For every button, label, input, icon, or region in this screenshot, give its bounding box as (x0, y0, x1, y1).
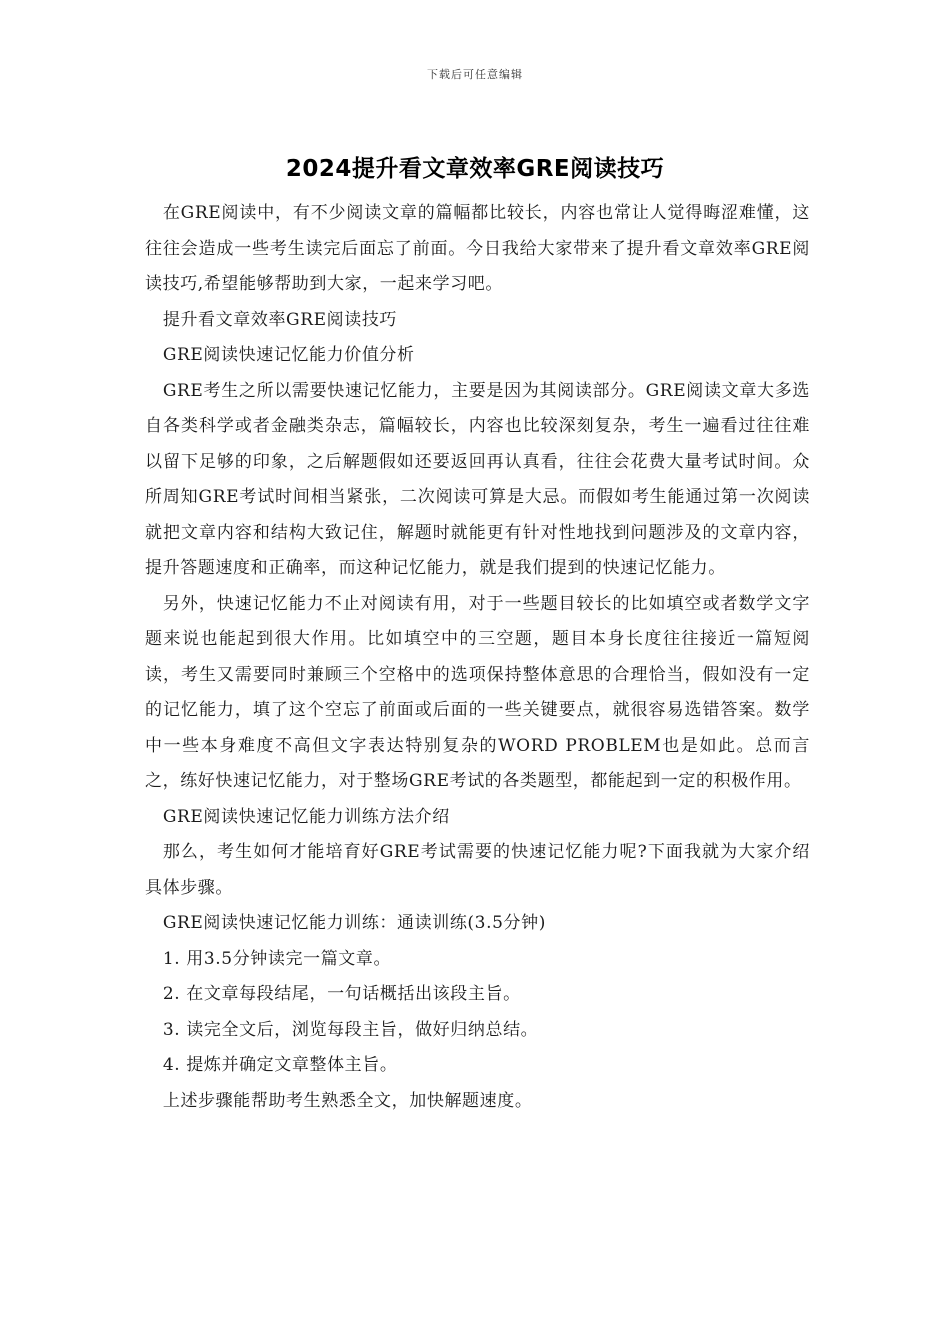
document-title: 2024提升看文章效率GRE阅读技巧 (285, 156, 665, 182)
paragraph-heading-value: GRE阅读快速记忆能力价值分析 (162, 345, 415, 365)
list-item-step-4: 4. 提炼并确定文章整体主旨。 (162, 1055, 398, 1075)
paragraph-conclusion: 上述步骤能帮助考生熟悉全文，加快解题速度。 (162, 1090, 533, 1111)
paragraph-heading-training: GRE阅读快速记忆能力训练：通读训练(3.5分钟) (162, 913, 546, 933)
paragraph-value-analysis: GRE考生之所以需要快速记忆能力，主要是因为其阅读部分。GRE阅读文章大多选自各类科学或者金融类杂志，篇幅较长，内容也比较深刻复杂，考生一遍看过往往难以留下足够的印象，之后解题假如还要返回再认真看，往往会花费大量考试时间。众所周知GRE考试时间相当紧张，二次阅读可算是大忌。而假如考生能通过第一次阅读就把文章内容和结构大致记住，解题时就能更有针对性地找到问题涉及的文章内容，提升答题速度和正确率，而这种记忆能力，就是我们提到的快速记忆能力。 (145, 380, 810, 578)
paragraph-other-uses: 另外，快速记忆能力不止对阅读有用，对于一些题目较长的比如填空或者数学文字题来说也能起到很大作用。比如填空中的三空题，题目本身长度往往接近一篇短阅读，考生又需要同时兼顾三个空格中的选项保持整体意思的合理恰当，假如没有一定的记忆能力，填了这个空忘了前面或后面的一些关键要点，就很容易选错答案。数学中一些本身难度不高但文字表达特别复杂的WORD PROBLEM也是如此。总而言之，练好快速记忆能力，对于整场GRE考试的各类题型，都能起到一定的积极作用。 (145, 593, 810, 791)
list-item-step-2: 2. 在文章每段结尾，一句话概括出该段主旨。 (162, 984, 521, 1004)
document-body (145, 196, 810, 1119)
header-note: 下载后可任意编辑 (427, 68, 523, 81)
paragraph-intro: 在GRE阅读中，有不少阅读文章的篇幅都比较长，内容也常让人觉得晦涩难懂，这往往会造成一些考生读完后面忘了前面。今日我给大家带来了提升看文章效率GRE阅读技巧,希望能够帮助到大家，一起来学习吧。 (145, 203, 810, 294)
list-item-step-1: 1. 用3.5分钟读完一篇文章。 (162, 948, 392, 969)
paragraph-heading-method: GRE阅读快速记忆能力训练方法介绍 (162, 806, 450, 827)
paragraph-method-intro: 那么，考生如何才能培育好GRE考试需要的快速记忆能力呢?下面我就为大家介绍具体步骤。 (145, 842, 810, 898)
paragraph-heading-main: 提升看文章效率GRE阅读技巧 (162, 309, 398, 330)
list-item-step-3: 3. 读完全文后，浏览每段主旨，做好归纳总结。 (162, 1019, 539, 1040)
